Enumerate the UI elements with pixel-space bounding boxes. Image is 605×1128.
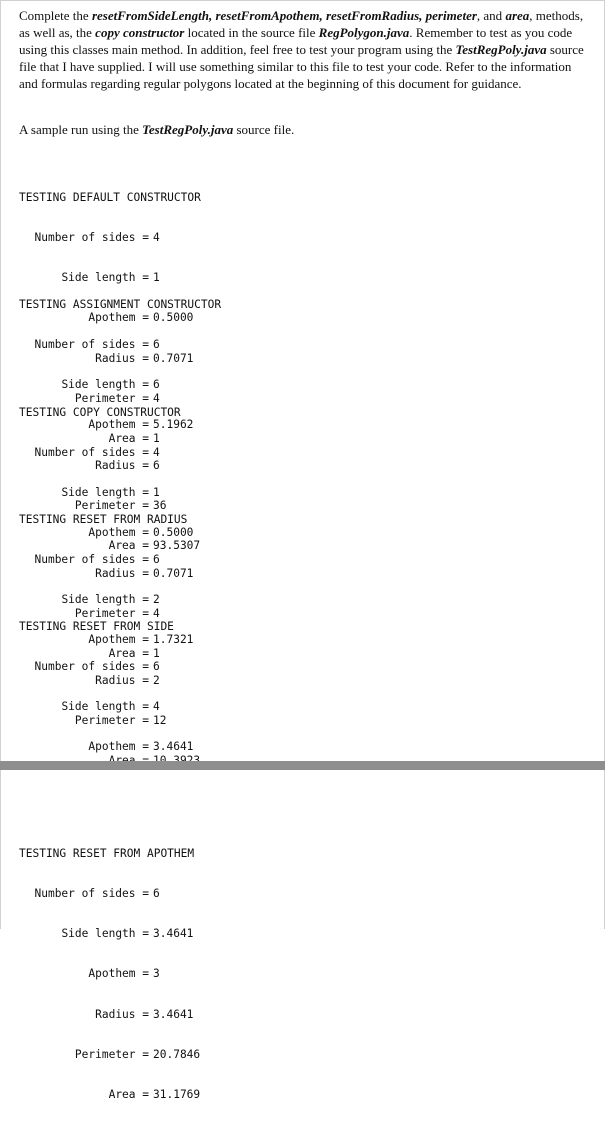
sides-row: Number of sides = 6 — [34, 660, 160, 674]
sides-row: Number of sides = 6 — [34, 553, 160, 567]
area-row: Area = 31.1769 — [108, 1088, 201, 1102]
apothem-row: Apothem = 0.5000 — [88, 526, 194, 540]
sides-row: Number of sides = 4 — [34, 231, 160, 245]
document-page-2 — [0, 770, 605, 1102]
apothem-row: Apothem = 3.4641 — [88, 740, 194, 754]
test-heading: TESTING COPY CONSTRUCTOR — [19, 405, 181, 419]
side-length-row: Side length = 4 — [61, 700, 160, 714]
instructions-paragraph: Complete the resetFromSideLength, resetFromApothem, resetFromRadius, perimeter, and area, methods, as well as, the copy constructor located in the source file RegPolygon.java. Remember to test as you code using this classes main method. In addition, feel free to test your program using the TestRegPoly.java source file that I have supplied. I will use something similar to this file to test your code. Refer to the information and formulas regarding regular polygons located at the beginning of this document for guidance. — [19, 8, 584, 91]
sample-run-caption: A sample run using the TestRegPoly.java source file. — [19, 122, 295, 137]
sides-row: Number of sides = 4 — [34, 446, 160, 460]
area-row: Area = 93.5307 — [108, 539, 201, 553]
area-row: Area = 1 — [108, 647, 160, 661]
perimeter-row: Perimeter = 4 — [74, 606, 160, 620]
apothem-row: Apothem = 3 — [88, 967, 160, 981]
area-row: Area = 1 — [108, 432, 160, 446]
page-break — [0, 761, 605, 770]
side-length-row: Side length = 6 — [61, 378, 160, 392]
perimeter-row: Perimeter = 4 — [74, 391, 160, 405]
apothem-row: Apothem = 0.5000 — [88, 311, 194, 325]
radius-row: Radius = 3.4641 — [95, 1007, 194, 1021]
test-heading: TESTING DEFAULT CONSTRUCTOR — [19, 190, 201, 204]
test-heading: TESTING RESET FROM RADIUS — [19, 512, 188, 526]
radius-row: Radius = 6 — [95, 458, 160, 472]
sides-row: Number of sides = 6 — [34, 887, 160, 901]
side-length-row: Side length = 1 — [61, 271, 160, 285]
test-heading: TESTING RESET FROM SIDE — [19, 619, 174, 633]
radius-row: Radius = 0.7071 — [95, 351, 194, 365]
side-length-row: Side length = 2 — [61, 593, 160, 607]
perimeter-row: Perimeter = 36 — [74, 498, 167, 512]
apothem-row: Apothem = 1.7321 — [88, 633, 194, 647]
radius-row: Radius = 2 — [95, 673, 160, 687]
test-heading: TESTING RESET FROM APOTHEM — [19, 846, 195, 860]
test-heading: TESTING ASSIGNMENT CONSTRUCTOR — [19, 297, 222, 311]
test-block-reset-apothem — [19, 820, 200, 1128]
side-length-row: Side length = 3.4641 — [61, 927, 194, 941]
side-length-row: Side length = 1 — [61, 486, 160, 500]
perimeter-row: Perimeter = 12 — [74, 713, 167, 727]
perimeter-row: Perimeter = 20.7846 — [74, 1047, 201, 1061]
radius-row: Radius = 0.7071 — [95, 566, 194, 580]
apothem-row: Apothem = 5.1962 — [88, 418, 194, 432]
sides-row: Number of sides = 6 — [34, 338, 160, 352]
